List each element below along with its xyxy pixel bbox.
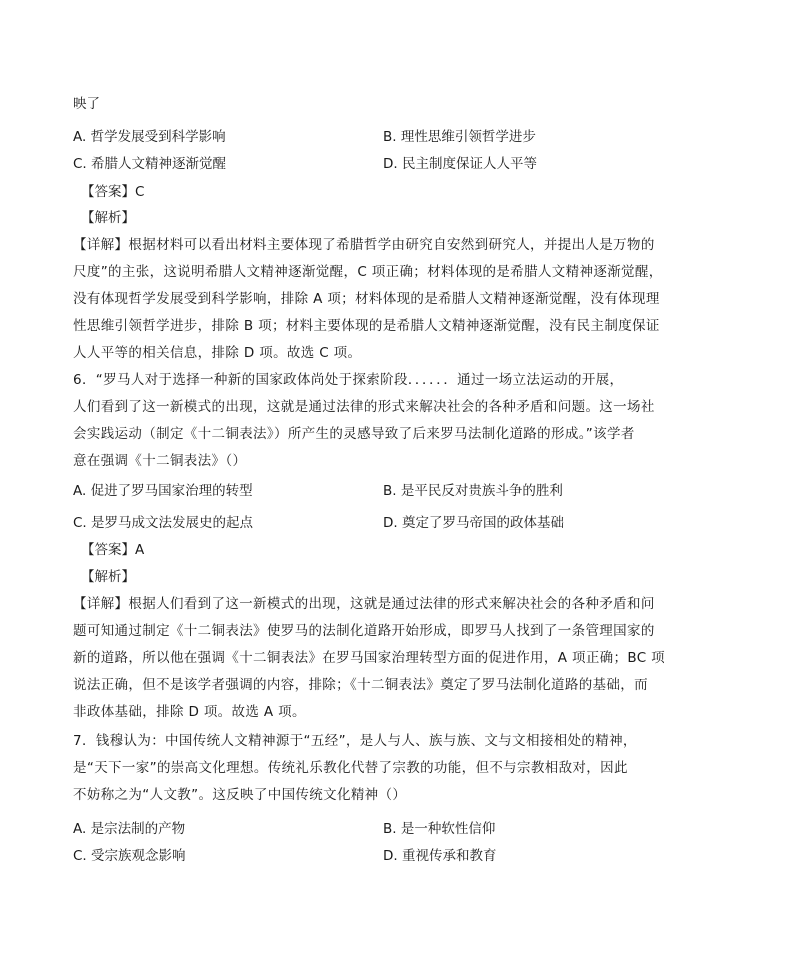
detail-line: 【详解】根据材料可以看出材料主要体现了希腊哲学由研究自安然到研究人，并提出人是万物的 <box>73 237 655 253</box>
option-c: C. 希腊人文精神逐渐觉醒 <box>73 156 227 172</box>
option-a: A. 哲学发展受到科学影响 <box>73 129 226 145</box>
option-c: C. 受宗族观念影响 <box>73 848 186 864</box>
question-6-stem: 会实践运动（制定《十二铜表法》）所产生的灵感导致了后来罗马法制化道路的形成。”该学者 <box>73 426 635 442</box>
analysis-label: 【解析】 <box>81 569 135 585</box>
analysis-label: 【解析】 <box>81 210 135 226</box>
question-7-stem: 7．钱穆认为：中国传统人文精神源于“五经”，是人与人、族与族、文与文相接相处的精神， <box>73 733 637 749</box>
detail-line: 非政体基础，排除 D 项。故选 A 项。 <box>73 704 306 720</box>
question-6-stem: 人们看到了这一新模式的出现，这就是通过法律的形式来解决社会的各种矛盾和问题。这一场社 <box>73 399 655 415</box>
option-b: B. 是一种软性信仰 <box>383 821 496 837</box>
option-b: B. 理性思维引领哲学进步 <box>383 129 536 145</box>
detail-line: 说法正确，但不是该学者强调的内容，排除；《十二铜表法》奠定了罗马法制化道路的基础，而 <box>73 677 648 693</box>
detail-line: 新的道路，所以他在强调《十二铜表法》在罗马国家治理转型方面的促进作用，A 项正确；BC 项 <box>73 650 666 666</box>
detail-line: 没有体现哲学发展受到科学影响，排除 A 项；材料体现的是希腊人文精神逐渐觉醒，没有体现理 <box>73 291 660 307</box>
detail-line: 【详解】根据人们看到了这一新模式的出现，这就是通过法律的形式来解决社会的各种矛盾和问 <box>73 596 655 612</box>
detail-line: 性思维引领哲学进步，排除 B 项；材料主要体现的是希腊人文精神逐渐觉醒，没有民主制度保证 <box>73 318 660 334</box>
option-c: C. 是罗马成文法发展史的起点 <box>73 515 254 531</box>
answer-label: 【答案】A <box>81 542 145 558</box>
question-stem-tail: 映了 <box>73 96 100 112</box>
option-d: D. 重视传承和教育 <box>383 848 497 864</box>
detail-line: 尺度”的主张，这说明希腊人文精神逐渐觉醒，C 项正确；材料体现的是希腊人文精神逐渐觉醒， <box>73 264 663 280</box>
question-7-stem: 是“天下一家”的崇高文化理想。传统礼乐教化代替了宗教的功能，但不与宗教相敌对，因此 <box>73 760 628 776</box>
option-d: D. 奠定了罗马帝国的政体基础 <box>383 515 564 531</box>
detail-line: 题可知通过制定《十二铜表法》使罗马的法制化道路开始形成，即罗马人找到了一条管理国家的 <box>73 623 655 639</box>
option-a: A. 是宗法制的产物 <box>73 821 186 837</box>
detail-line: 人人平等的相关信息，排除 D 项。故选 C 项。 <box>73 345 362 361</box>
option-a: A. 促进了罗马国家治理的转型 <box>73 483 253 499</box>
question-6-stem: 意在强调《十二铜表法》（） <box>73 453 247 469</box>
option-b: B. 是平民反对贵族斗争的胜利 <box>383 483 563 499</box>
question-6-stem: 6．“罗马人对于选择一种新的国家政体尚处于探索阶段．．．．．．通过一场立法运动的开展， <box>73 372 624 388</box>
answer-label: 【答案】C <box>81 184 145 200</box>
question-7-stem: 不妨称之为“人文教”。这反映了中国传统文化精神（） <box>73 787 407 803</box>
option-d: D. 民主制度保证人人平等 <box>383 156 537 172</box>
